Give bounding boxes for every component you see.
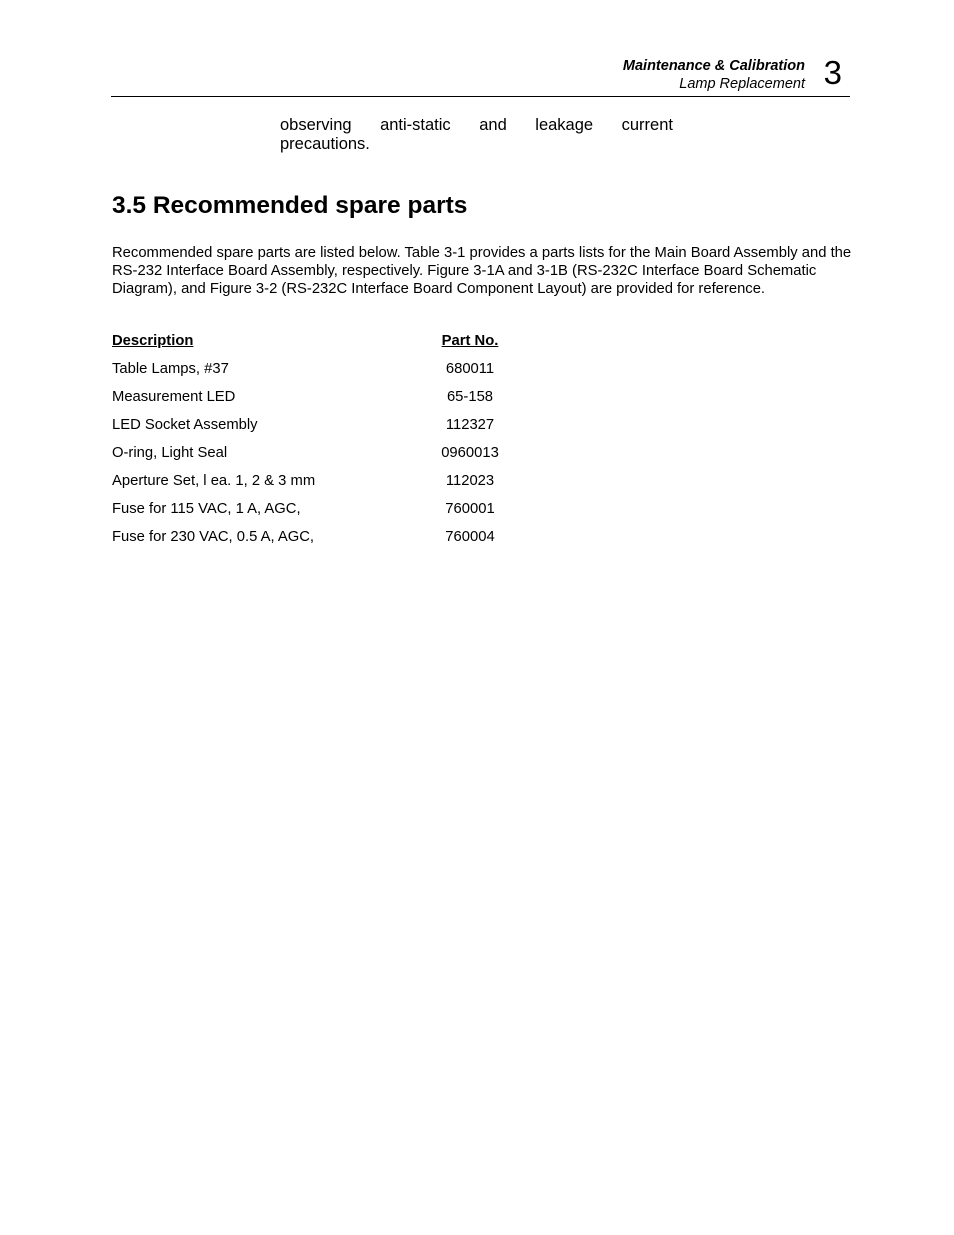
- intro-paragraph: Recommended spare parts are listed below. Table 3-1 provides a parts lists for the Main Board Assembly and the RS-232 Interface Board Assembly, respectively. Figure 3-1A and 3-1B (RS-232C Interface Board Schematic Diagram), and Figure 3-2 (RS-232C Interface Board Component Layout) are provided for reference.: [112, 245, 852, 297]
- spare-parts-table: [112, 331, 532, 555]
- chapter-number: 3: [823, 54, 842, 91]
- part-description: Fuse for 230 VAC, 0.5 A, AGC,: [112, 529, 315, 545]
- part-description: Fuse for 115 VAC, 1 A, AGC,: [112, 501, 301, 517]
- part-number: 680011: [445, 361, 495, 377]
- table-row: [112, 359, 532, 387]
- continued-paragraph-line: [280, 116, 673, 135]
- part-description: Aperture Set, l ea. 1, 2 & 3 mm: [112, 473, 316, 489]
- word: and: [479, 116, 507, 134]
- part-number: 112327: [445, 417, 495, 433]
- word: anti-static: [380, 116, 451, 134]
- part-description: LED Socket Assembly: [112, 417, 258, 433]
- column-header-description: Description: [112, 333, 194, 349]
- part-description: Measurement LED: [112, 389, 236, 405]
- header-divider: [111, 96, 850, 97]
- word: leakage: [535, 116, 594, 134]
- table-row: [112, 387, 532, 415]
- part-number: 112023: [445, 473, 495, 489]
- header-section-title: Maintenance & Calibration: [622, 58, 805, 74]
- part-description: O-ring, Light Seal: [112, 445, 228, 461]
- table-row: [112, 499, 532, 527]
- part-number: 65-158: [446, 389, 494, 405]
- header-titles: [623, 57, 805, 93]
- word: current: [621, 116, 673, 134]
- part-number: 760004: [445, 529, 495, 545]
- part-number: 760001: [445, 501, 495, 517]
- table-row: [112, 471, 532, 499]
- word: observing: [280, 116, 352, 134]
- table-header-row: [112, 331, 532, 359]
- part-number: 0960013: [441, 445, 499, 461]
- section-heading: 3.5 Recommended spare parts: [112, 192, 468, 219]
- table-row: [112, 415, 532, 443]
- continued-paragraph: [280, 116, 673, 154]
- page-header: [111, 55, 850, 97]
- header-subsection-title: Lamp Replacement: [679, 76, 805, 92]
- column-header-part-no: Part No.: [441, 333, 499, 349]
- part-description: Table Lamps, #37: [112, 361, 229, 377]
- table-row: [112, 443, 532, 471]
- table-row: [112, 527, 532, 555]
- continued-paragraph-line: precautions.: [280, 135, 370, 153]
